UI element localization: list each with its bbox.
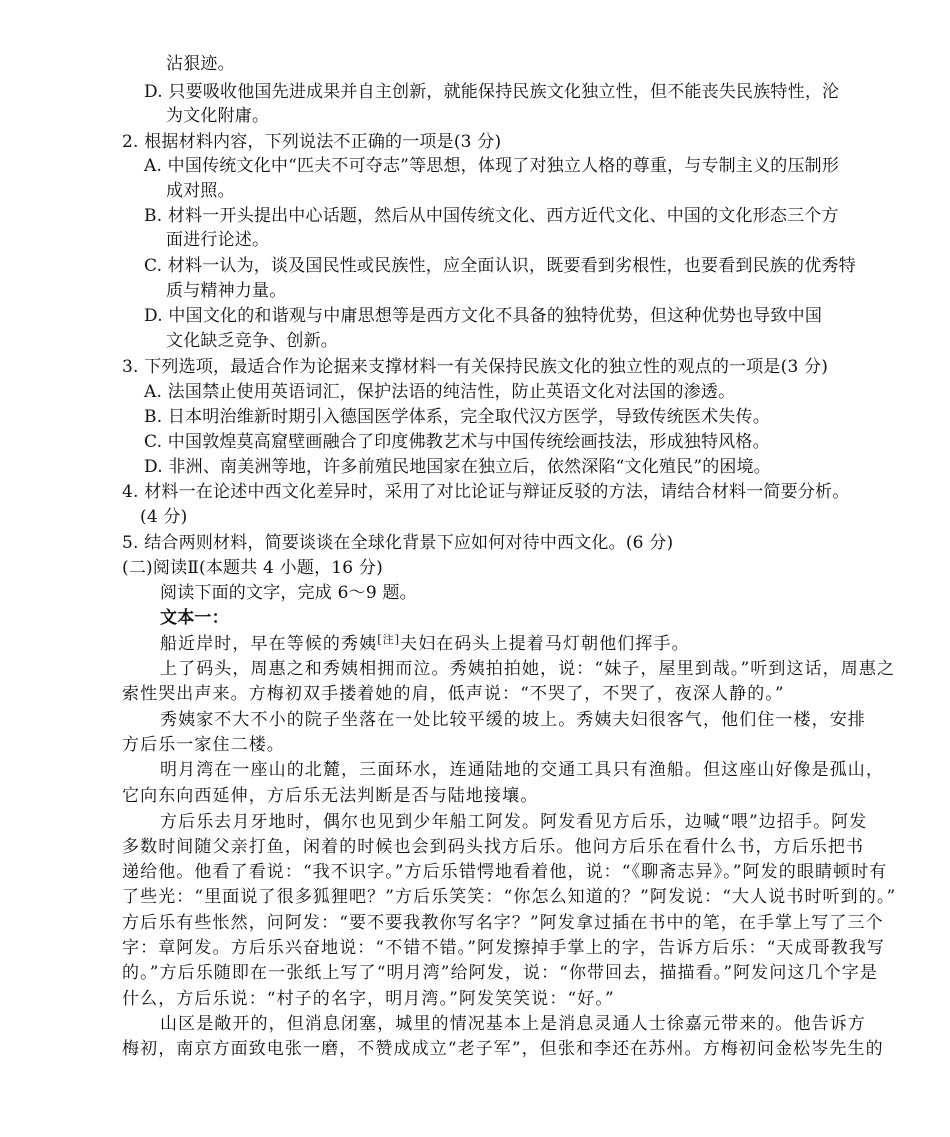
paragraph-line: 方后乐有些怅然，问阿发：“要不要我教你写名字？”阿发拿过插在书中的笔，在手掌上写了三个 [122, 913, 884, 933]
text-line: 为文化附庸。 [166, 106, 270, 126]
option-b: B. 材料一开头提出中心话题，然后从中国传统文化、西方近代文化、中国的文化形态三个方 [144, 206, 839, 226]
paragraph-line: 方后乐一家住二楼。 [122, 735, 285, 755]
text-line: 文化缺乏竞争、创新。 [166, 331, 338, 351]
paragraph-line: 方后乐去月牙地时，偶尔也见到少年船工阿发。阿发看见方后乐，边喊“喂”边招手。阿发 [160, 812, 868, 832]
paragraph-line: 递给他。他看了看说：“我不识字。”方后乐错愕地看着他，说：“《聊斋志异》。”阿发的眼睛顿时有 [122, 862, 888, 882]
paragraph-line: 它向东向西延伸，方后乐无法判断是否与陆地接壤。 [122, 786, 539, 806]
text-line: (4 分) [140, 507, 188, 527]
section-heading: (二)阅读Ⅱ(本题共 4 小题，16 分) [122, 558, 383, 578]
text-fragment: 船近岸时，早在等候的秀姨 [160, 634, 378, 654]
paragraph-line: 多数时间随父亲打鱼，闲着的时候也会到码头找方后乐。他问方后乐在看什么书，方后乐把书 [122, 837, 865, 857]
question-2: 2. 根据材料内容，下列说法不正确的一项是(3 分) [122, 132, 502, 152]
paragraph-line: 索性哭出声来。方梅初双手搂着她的肩，低声说：“不哭了，不哭了，夜深人静的。” [122, 684, 785, 704]
option-a: A. 法国禁止使用英语词汇，保护法语的纯洁性，防止英语文化对法国的渗透。 [144, 382, 736, 402]
text-line: 沾狠迹。 [166, 54, 235, 74]
paragraph-line: 什么，方后乐说：“村子的名字，明月湾。”阿发笑笑说：“好。” [122, 989, 615, 1009]
option-c: C. 中国敦煌莫高窟壁画融合了印度佛教艺术与中国传统绘画技法，形成独特风格。 [144, 432, 770, 452]
option-d: D. 中国文化的和谐观与中庸思想等是西方文化不具备的独特优势，但这种优势也导致中国 [144, 306, 823, 326]
question-3: 3. 下列选项，最适合作为论据来支撑材料一有关保持民族文化的独立性的观点的一项是(3 分) [122, 357, 829, 377]
paragraph-line: 山区是敞开的，但消息闭塞，城里的情况基本上是消息灵通人士徐嘉元带来的。他告诉方 [160, 1014, 866, 1034]
instruction: 阅读下面的文字，完成 6～9 题。 [160, 583, 417, 603]
paragraph-line: 梅初，南京方面致电张一磨，不赞成成立“老子军”，但张和李还在苏州。方梅初问金松岑先生的 [122, 1039, 884, 1059]
paragraph-line [160, 633, 690, 655]
option-a: A. 中国传统文化中“匹夫不可夺志”等思想，体现了对独立人格的尊重，与专制主义的压制形 [144, 156, 840, 176]
paragraph-line: 了些光：“里面说了很多狐狸吧？”方后乐笑笑：“你怎么知道的？”阿发说：“大人说书时听到的。” [122, 887, 897, 907]
option-d: D. 非洲、南美洲等地，许多前殖民地国家在独立后，依然深陷“文化殖民”的困境。 [144, 457, 772, 477]
paragraph-line: 上了码头，周惠之和秀姨相拥而泣。秀姨拍拍她，说：“妹子，屋里到哉。”听到这话，周惠之 [160, 659, 896, 679]
paragraph-line: 秀姨家不大不小的院子坐落在一处比较平缓的坡上。秀姨夫妇很客气，他们住一楼，安排 [160, 710, 866, 730]
paragraph-line: 的。”方后乐随即在一张纸上写了“明月湾”给阿发，说：“你带回去，描描看。”阿发问这几个字是 [122, 963, 878, 983]
text-line: 面进行论述。 [166, 230, 270, 250]
option-b: B. 日本明治维新时期引入德国医学体系，完全取代汉方医学，导致传统医术失传。 [144, 407, 770, 427]
option-c: C. 材料一认为，谈及国民性或民族性，应全面认识，既要看到劣根性，也要看到民族的优秀特 [144, 256, 856, 276]
text-line: 成对照。 [166, 181, 235, 201]
text-line: 质与精神力量。 [166, 281, 287, 301]
question-4: 4. 材料一在论述中西文化差异时，采用了对比论证与辩证反驳的方法，请结合材料一简要分析。 [122, 482, 850, 502]
footnote-marker: [注] [377, 633, 401, 646]
paragraph-line: 明月湾在一座山的北麓，三面环水，连通陆地的交通工具只有渔船。但这座山好像是孤山， [160, 760, 884, 780]
option-d: D. 只要吸收他国先进成果并自主创新，就能保持民族文化独立性，但不能丧失民族特性，沦 [144, 82, 840, 102]
question-5: 5. 结合两则材料，简要谈谈在全球化背景下应如何对待中西文化。(6 分) [122, 533, 674, 553]
text-fragment: 夫妇在码头上提着马灯朝他们挥手。 [400, 634, 690, 654]
text-title: 文本一： [160, 608, 229, 628]
paragraph-line: 字：章阿发。方后乐兴奋地说：“不错不错。”阿发擦掉手掌上的字，告诉方后乐：“天成哥教我写 [122, 938, 885, 958]
